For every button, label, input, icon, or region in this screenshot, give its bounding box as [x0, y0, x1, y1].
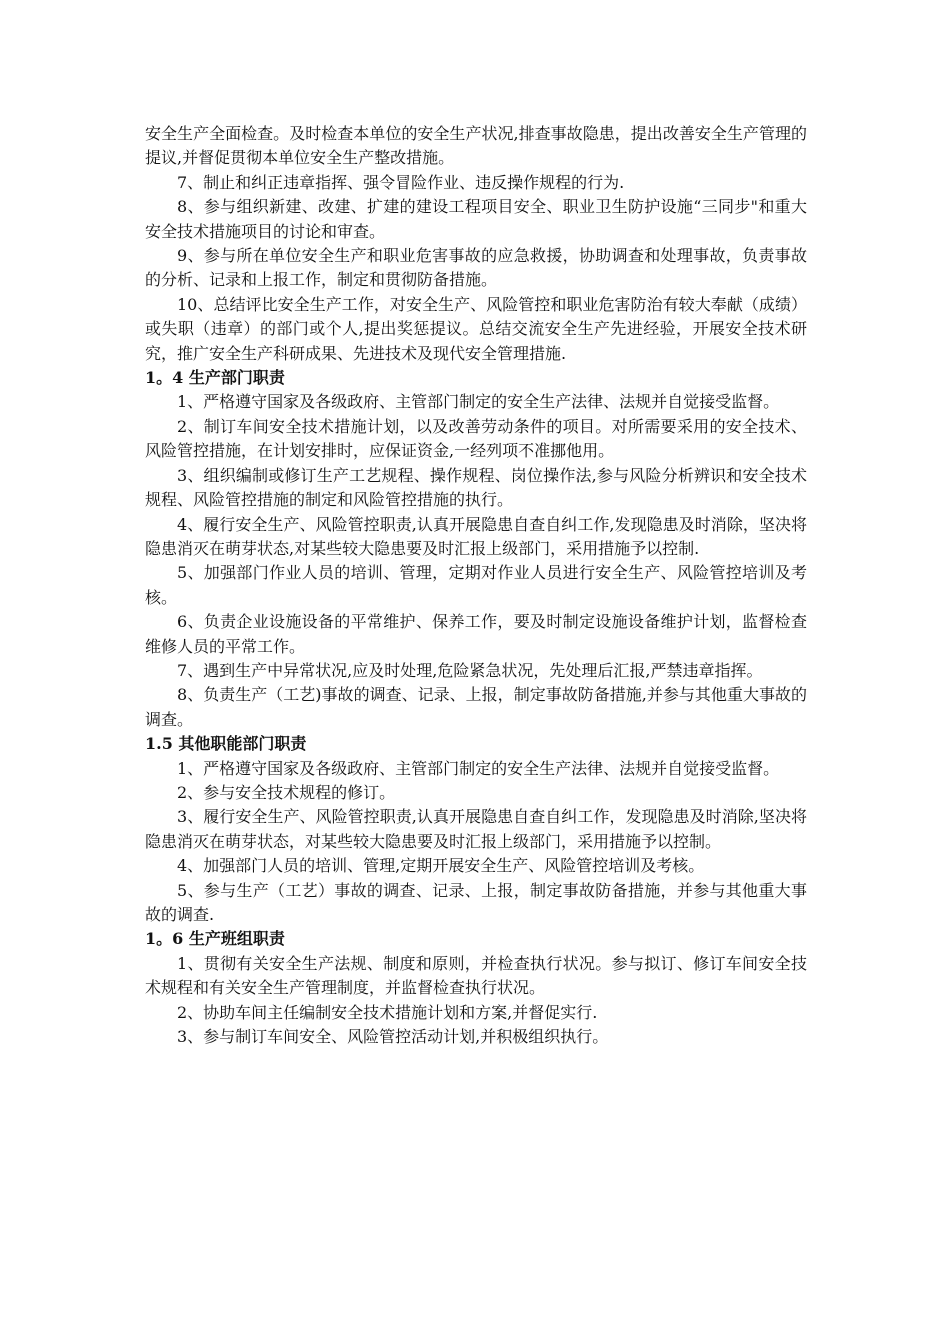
paragraph-1-5-item-5: 5、参与生产（工艺）事故的调查、记录、上报，制定事故防备措施，并参与其他重大事故的调查. — [145, 880, 807, 924]
paragraph-1-6-item-3: 3、参与制订车间安全、风险管控活动计划,并积极组织执行。 — [177, 1027, 609, 1047]
paragraph-1-6-item-2: 2、协助车间主任编制安全技术措施计划和方案,并督促实行. — [177, 1002, 598, 1022]
paragraph-1-4-item-2: 2、制订车间安全技术措施计划，以及改善劳动条件的项目。对所需要采用的安全技术、风险管控措施，在计划安排时，应保证资金,一经列项不准挪他用。 — [145, 416, 807, 461]
paragraph-1-4-item-6: 6、负责企业设施设备的平常维护、保养工作，要及时制定设施设备维护计划，监督检查维修人员的平常工作。 — [145, 612, 807, 656]
paragraph-1-4-item-7: 7、遇到生产中异常状况,应及时处理,危险紧急状况，先处理后汇报,严禁违章指挥。 — [177, 660, 763, 680]
paragraph-continuation: 安全生产全面检查。及时检查本单位的安全生产状况,排查事故隐患，提出改善安全生产管理的提议,并督促贯彻本单位安全生产整改措施。 — [145, 124, 807, 168]
paragraph-1-5-item-3: 3、履行安全生产、风险管控职责,认真开展隐患自查自纠工作，发现隐患及时消除,坚决将隐患消灭在萌芽状态，对某些较大隐患要及时汇报上级部门，采用措施予以控制。 — [145, 807, 807, 851]
paragraph-1-4-item-3: 3、组织编制或修订生产工艺规程、操作规程、岗位操作法,参与风险分析辨识和安全技术规程、风险管控措施的制定和风险管控措施的执行。 — [145, 465, 807, 510]
paragraph-1-4-item-5: 5、加强部门作业人员的培训、管理，定期对作业人员进行安全生产、风险管控培训及考核。 — [145, 563, 807, 607]
paragraph-item-7: 7、制止和纠正违章指挥、强令冒险作业、违反操作规程的行为. — [177, 172, 625, 192]
paragraph-1-4-item-8: 8、负责生产（工艺)事故的调查、记录、上报，制定事故防备措施,并参与其他重大事故的调查。 — [145, 685, 807, 729]
paragraph-1-6-item-1: 1、贯彻有关安全生产法规、制度和原则，并检查执行状况。参与拟订、修订车间安全技术规程和有关安全生产管理制度，并监督检查执行状况。 — [145, 953, 807, 998]
section-heading-1-4: 1。4 生产部门职责 — [145, 368, 285, 388]
section-heading-1-5: 1.5 其他职能部门职责 — [145, 734, 307, 754]
paragraph-1-5-item-2: 2、参与安全技术规程的修订。 — [177, 782, 396, 802]
paragraph-1-4-item-1: 1、严格遵守国家及各级政府、主管部门制定的安全生产法律、法规并自觉接受监督。 — [177, 392, 780, 412]
paragraph-1-4-item-4: 4、履行安全生产、风险管控职责,认真开展隐患自查自纠工作,发现隐患及时消除，坚决将隐患消灭在萌芽状态,对某些较大隐患要及时汇报上级部门，采用措施予以控制. — [145, 514, 807, 558]
paragraph-item-9: 9、参与所在单位安全生产和职业危害事故的应急救援，协助调查和处理事故，负责事故的分析、记录和上报工作，制定和贯彻防备措施。 — [145, 246, 807, 290]
document-page — [145, 122, 807, 1049]
paragraph-item-10: 10、总结评比安全生产工作，对安全生产、风险管控和职业危害防治有较大奉献（成绩）或失职（违章）的部门或个人,提出奖惩提议。总结交流安全生产先进经验，开展安全技术研究，推广安全生产科研成果、先进技术及现代安全管理措施. — [145, 294, 807, 363]
paragraph-1-5-item-4: 4、加强部门人员的培训、管理,定期开展安全生产、风险管控培训及考核。 — [177, 856, 705, 876]
section-heading-1-6: 1。6 生产班组职责 — [145, 929, 285, 949]
paragraph-item-8: 8、参与组织新建、改建、扩建的建设工程项目安全、职业卫生防护设施“三同步"和重大安全技术措施项目的讨论和审查。 — [145, 197, 807, 241]
paragraph-1-5-item-1: 1、严格遵守国家及各级政府、主管部门制定的安全生产法律、法规并自觉接受监督。 — [177, 758, 780, 778]
